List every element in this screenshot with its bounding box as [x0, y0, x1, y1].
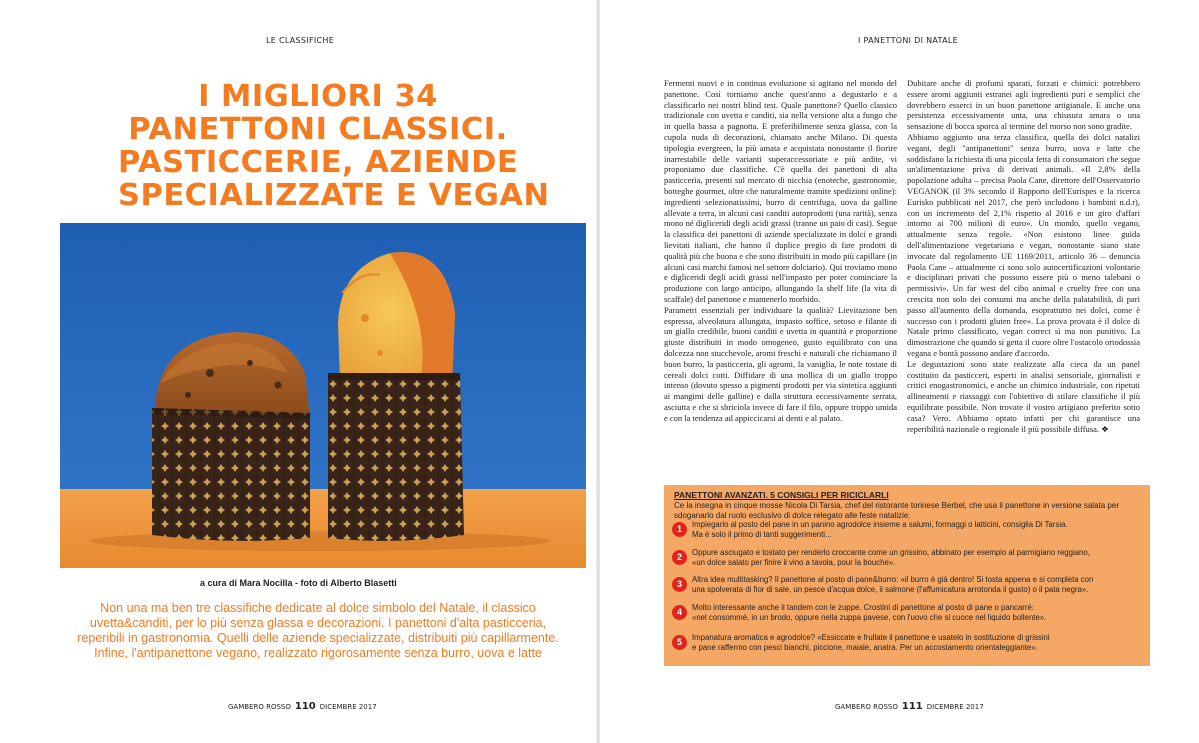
headline-line: PANETTONI CLASSICI.: [128, 112, 508, 147]
body-paragraph: Parametri essenziali per individuare la qualità? Lievitazione ben espressa, alveolatura allungata, impasto soffice, setoso e filante di un giallo credibile, buoni canditi e uvetta in quantità e proporzione giuste distribuiti in modo omogeneo, gusto equilibrato con una dolcezza non stucchevole, aromi freschi e naturali che richiamano il buon burro, la pasticceria, gli agrumi, la vaniglia, le note tostate di cereali dolci cotti. Diffidare di una mollica di un giallo troppo intenso (dovuto spesso a pigmenti prodotti per via sintetica aggiunti ai mangimi delle galline) e dalla struttura eccessivamente serrata, asciutta e che si sbriciola invece di fare il filo, oppure troppo umida e con la tendenza ad appiccicarsi ai denti e al palato.: [664, 304, 897, 423]
tip-number-badge: 5: [672, 635, 687, 650]
body-column-2: [907, 78, 1140, 434]
tip-text: «un dolce salato per finire il vino a tavola, pour la bouche».: [692, 558, 896, 567]
standfirst: [68, 601, 568, 661]
standfirst-line: Non una ma ben tre classifiche dedicate al dolce simbolo del Natale, il classico: [100, 601, 536, 615]
body-column-1: [664, 78, 897, 424]
photo-credit: a cura di Mara Nocilla - foto di Alberto Blasetti: [200, 578, 397, 588]
tip-text: «nel consommé, in un brodo, oppure nella zuppa pavese, con l'uovo che si cuoce nel liquido bollente».: [692, 613, 1047, 622]
tip-text: Altra idea multitasking? Il panettone al posto di pane&burro: «il burro è già dentro! Si tosta appena e si completa con: [692, 575, 1094, 584]
body-paragraph: Le degustazioni sono state realizzate alla cieca da un panel costituito da pasticceri, esperti in analisi sensoriale, giornalisti e critici enogastronomici, e anche un chimico industriale, con ripetuti allineamenti e riassaggi con l'obiettivo di stilare classifiche il più equilibrate possibile. Non trovate il vostro artigiano preferito sotto casa? Vero. Abbiamo optato infatti per chi garantisce una reperibilità nazionale o regionale il più possibile diffusa. ❖: [907, 358, 1140, 434]
tips-box-title: PANETTONI AVANZATI. 5 CONSIGLI PER RICICLARLI: [674, 490, 889, 500]
body-paragraph: Fermenti nuovi e in continua evoluzione si agitano nel mondo del panettone. Così torniamo anche quest'anno a degustarlo e a classificarlo nei nostri blind test. Quale panettone? Quello classico tradizionale con uvetta e canditi, sia nella versione alta a fungo che in quella bassa a pagnotta. E preferibilmente senza glassa, con la cupola nuda di decorazioni, chiamato anche Milano. Di questa tipologia evergreen, la più amata e acquistata nonostante il fiorire inarrestabile delle varianti superaccessoriate e più ardite, vi proponiamo due classifiche. C'è quella dei panettoni di alta pasticceria, presenti sul mercato di nicchia (enoteche, gastronomie, botteghe gourmet, oltre che naturalmente tramite spedizioni online): ingredienti selezionatissimi, burro di centrifuga, uova da galline allevate a terra, in alcuni casi canditi autoprodotti (una rarità), senza mono né digliceridi degli acidi grassi (tranne un paio di casi). Segue la classifica dei panettoni di aziende specializzate in dolci e grandi lievitati italiani, che hanno il duplice pregio di fare prodotti di qualità più che buona e che sono distribuiti in modo più capillare (in alcuni casi marchi famosi nel settore dolciario). Qui troviamo mono e digliceridi degli acidi grassi nell'impasto per poter cominciare la produzione con largo anticipo, allungando la shelf life (la vita di scaffale) del panettone e mantenerlo morbido.: [664, 78, 897, 304]
page-number: 111: [901, 701, 923, 712]
tip-item: [672, 522, 1142, 544]
tip-item: [672, 577, 1142, 599]
tip-text: Molto interessante anche il tandem con le zuppe. Crostini di panettone al posto di pane o pancarré:: [692, 603, 1034, 612]
headline: [118, 79, 550, 213]
tip-item: [672, 550, 1142, 572]
tip-text: e pane raffermo con pesci bianchi, piccione, maiale, anatra. Per un accostamento orientaleggiante».: [692, 643, 1038, 652]
standfirst-line: reperibili in gastronomia. Quelli delle aziende specializzate, distribuiti più capillarmente.: [77, 631, 559, 645]
tip-number-badge: 1: [672, 522, 687, 537]
headline-line: SPECIALIZZATE E VEGAN: [118, 178, 550, 213]
tip-text: Ma è solo il primo di tanti suggerimenti...: [692, 530, 832, 539]
tip-item: [672, 635, 1142, 657]
running-head: I PANETTONI DI NATALE: [858, 36, 958, 45]
tips-box-intro: Ce la insegna in cinque mosse Nicola Di Tarsia, chef del ristorante torinese Berbel, che usa il panettone in versione salata per sdoganarlo dal ruolo esclusivo di dolce relegato alle feste natalizie.: [674, 501, 1119, 520]
tip-text: una spolverata di fior di sale, un pesce d'acqua dolce, il salmone (l'affumicatura arrotonda il gusto) o il pata negra».: [692, 585, 1089, 594]
tip-item: [672, 605, 1142, 627]
tip-text: Impiegarlo al posto del pane in un panino agrodolce insieme a salumi, formaggi o latticini, consiglia Di Tarsia.: [692, 520, 1068, 529]
folio-magazine: GAMBERO ROSSO: [228, 703, 291, 711]
tip-number-badge: 3: [672, 577, 687, 592]
body-paragraph: Dubitare anche di profumi sparati, forzati e chimici: potrebbero essere aromi aggiunti estranei agli ingredienti puri e semplici che dovrebbero esserci in un buon panettone artigianale. E anche una persistenza eccessivamente unta, una chiusura amara o una sensazione di bocca sporca al termine del morso non sono gradite.: [907, 78, 1140, 132]
tip-text: Impanatura aromatica e agrodolce? «Essiccate e frullate il panettone e usatelo in sostituzione di grissini: [692, 633, 1050, 642]
running-head: LE CLASSIFICHE: [266, 36, 335, 45]
tip-number-badge: 2: [672, 550, 687, 565]
folio-magazine: GAMBERO ROSSO: [835, 703, 898, 711]
tips-box: [664, 485, 1150, 666]
folio-date: DICEMBRE 2017: [926, 703, 984, 711]
standfirst-line: uvetta&canditi, per lo più senza glassa e decorazioni. I panettoni d'alta pasticceria,: [89, 616, 547, 630]
panettone-photo: [60, 223, 586, 568]
body-paragraph: Abbiamo aggiunto una terza classifica, quella dei dolci natalizi vegani, degli "antipanettoni" senza burro, uova e latte che soddisfano la richiesta di una piccola fetta di consumatori che segue un'alimentazione priva di derivati animali. «Il 2,8% della popolazione adulta – precisa Paola Cane, direttore dell'Osservatorio VEGANOK (il 3% secondo il Rapporto dell'Eurispes e la ricerca Eurisko pubblicati nel 2017, che però includono i bambini n.d.r), con un incremento del 2,1% rispetto al 2016 e un giro d'affari intorno ai 700 milioni di euro». Un mondo, quello vegano, attualmente senza regole. «Non esistono linee guida dell'alimentazione vegetariana e vegan, nonostante siano state invocate dal regolamento UE 1169/2011, articolo 36 – denuncia Paola Cane – attualmente ci sono solo autocertificazioni volontarie e disciplinari privati che possono essere più o meno talebani o permissivi». Un far west del cibo animal e cruelty free con una crescita non solo dei consumi ma anche della palatabilità, di pari passo all'aumento della domanda, esoprattutto nei dolci, come è successo con i prodotti gluten free». La prova provata è il dolce di Natale primo classificato, vegan correct sì ma non punitivo. La dimostrazione che quando si getta il cuore oltre l'ostacolo ortodossia vegana e bontà possono andare d'accordo.: [907, 131, 1140, 358]
tip-text: Oppure asciugato e tostato per renderlo croccante come un grissino, abbinato per esempio al parmigiano reggiano,: [692, 548, 1090, 557]
headline-line: PASTICCERIE, AZIENDE: [118, 145, 519, 180]
standfirst-line: Infine, l'antipanettone vegano, realizzato rigorosamente senza burro, uova e latte: [94, 646, 542, 660]
left-page: [0, 0, 598, 743]
folio: [835, 701, 984, 712]
folio: [228, 701, 377, 712]
folio-date: DICEMBRE 2017: [319, 703, 377, 711]
page-number: 110: [294, 701, 316, 712]
right-page: [600, 0, 1199, 743]
headline-line: I MIGLIORI 34: [198, 79, 438, 114]
tip-number-badge: 4: [672, 605, 687, 620]
